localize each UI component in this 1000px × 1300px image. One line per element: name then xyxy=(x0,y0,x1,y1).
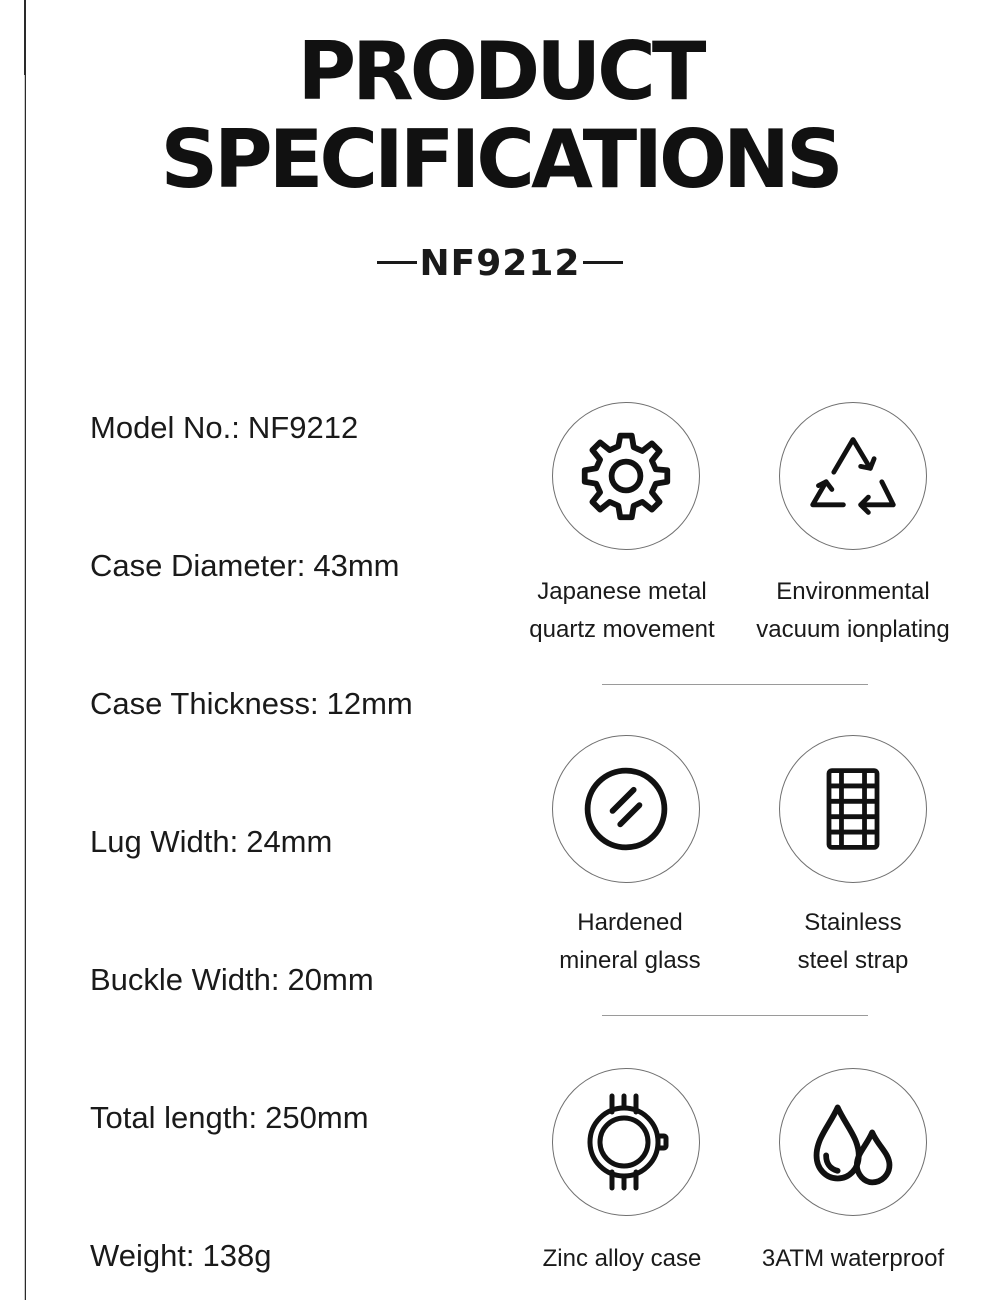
spec-value: 138g xyxy=(202,1238,272,1273)
caption-line: Environmental xyxy=(776,578,930,605)
spec-total-length xyxy=(90,1100,369,1136)
feature-circle-case xyxy=(552,1068,700,1216)
spec-value: 12mm xyxy=(326,686,413,721)
spec-case-thickness xyxy=(90,686,413,722)
title-line-2: SPECIFICATIONS xyxy=(160,113,840,206)
spec-value: 250mm xyxy=(265,1100,369,1135)
spec-buckle-width xyxy=(90,962,374,998)
recycle-icon xyxy=(805,428,901,524)
feature-circle-glass xyxy=(552,735,700,883)
caption-line: Hardened xyxy=(577,909,683,936)
caption-line: quartz movement xyxy=(529,616,715,643)
feature-circle-waterproof xyxy=(779,1068,927,1216)
feature-caption-strap xyxy=(733,904,973,980)
spec-label: Model No.: xyxy=(90,410,240,445)
caption-line: Japanese metal xyxy=(537,578,707,605)
spec-label: Case Diameter: xyxy=(90,548,306,583)
feature-circle-plating xyxy=(779,402,927,550)
feature-caption-plating xyxy=(733,573,973,649)
spec-label: Weight: xyxy=(90,1238,195,1273)
spec-weight xyxy=(90,1238,272,1274)
strap-icon xyxy=(805,761,901,857)
water-drops-icon xyxy=(805,1094,901,1190)
spec-value: 43mm xyxy=(313,548,400,583)
watch-case-icon xyxy=(576,1092,676,1192)
caption-line: Zinc alloy case xyxy=(542,1245,702,1272)
spec-label: Case Thickness: xyxy=(90,686,319,721)
feature-caption-movement xyxy=(502,573,742,649)
feature-caption-waterproof xyxy=(733,1240,973,1278)
caption-line: 3ATM waterproof xyxy=(761,1245,945,1272)
page-title xyxy=(0,25,1000,206)
divider-2 xyxy=(602,1015,868,1016)
spec-value: NF9212 xyxy=(247,410,359,445)
caption-line: vacuum ionplating xyxy=(756,616,950,643)
spec-label: Buckle Width: xyxy=(90,962,280,997)
feature-circle-strap xyxy=(779,735,927,883)
spec-lug-width xyxy=(90,824,332,860)
feature-caption-case xyxy=(502,1240,742,1278)
model-heading xyxy=(0,242,1000,286)
gear-icon xyxy=(578,428,674,524)
spec-value: 20mm xyxy=(287,962,374,997)
caption-line: steel strap xyxy=(797,947,909,974)
glass-icon xyxy=(578,761,674,857)
model-heading-text: NF9212 xyxy=(419,243,581,284)
dash-right xyxy=(583,261,623,264)
spec-label: Lug Width: xyxy=(90,824,239,859)
divider-1 xyxy=(602,684,868,685)
spec-label: Total length: xyxy=(90,1100,258,1135)
feature-caption-glass xyxy=(510,904,750,980)
title-line-1: PRODUCT xyxy=(297,25,703,118)
spec-value: 24mm xyxy=(246,824,333,859)
spec-case-diameter xyxy=(90,548,400,584)
dash-left xyxy=(377,261,417,264)
caption-line: Stainless xyxy=(804,909,902,936)
feature-circle-movement xyxy=(552,402,700,550)
caption-line: mineral glass xyxy=(559,947,701,974)
spec-model-no xyxy=(90,410,358,446)
